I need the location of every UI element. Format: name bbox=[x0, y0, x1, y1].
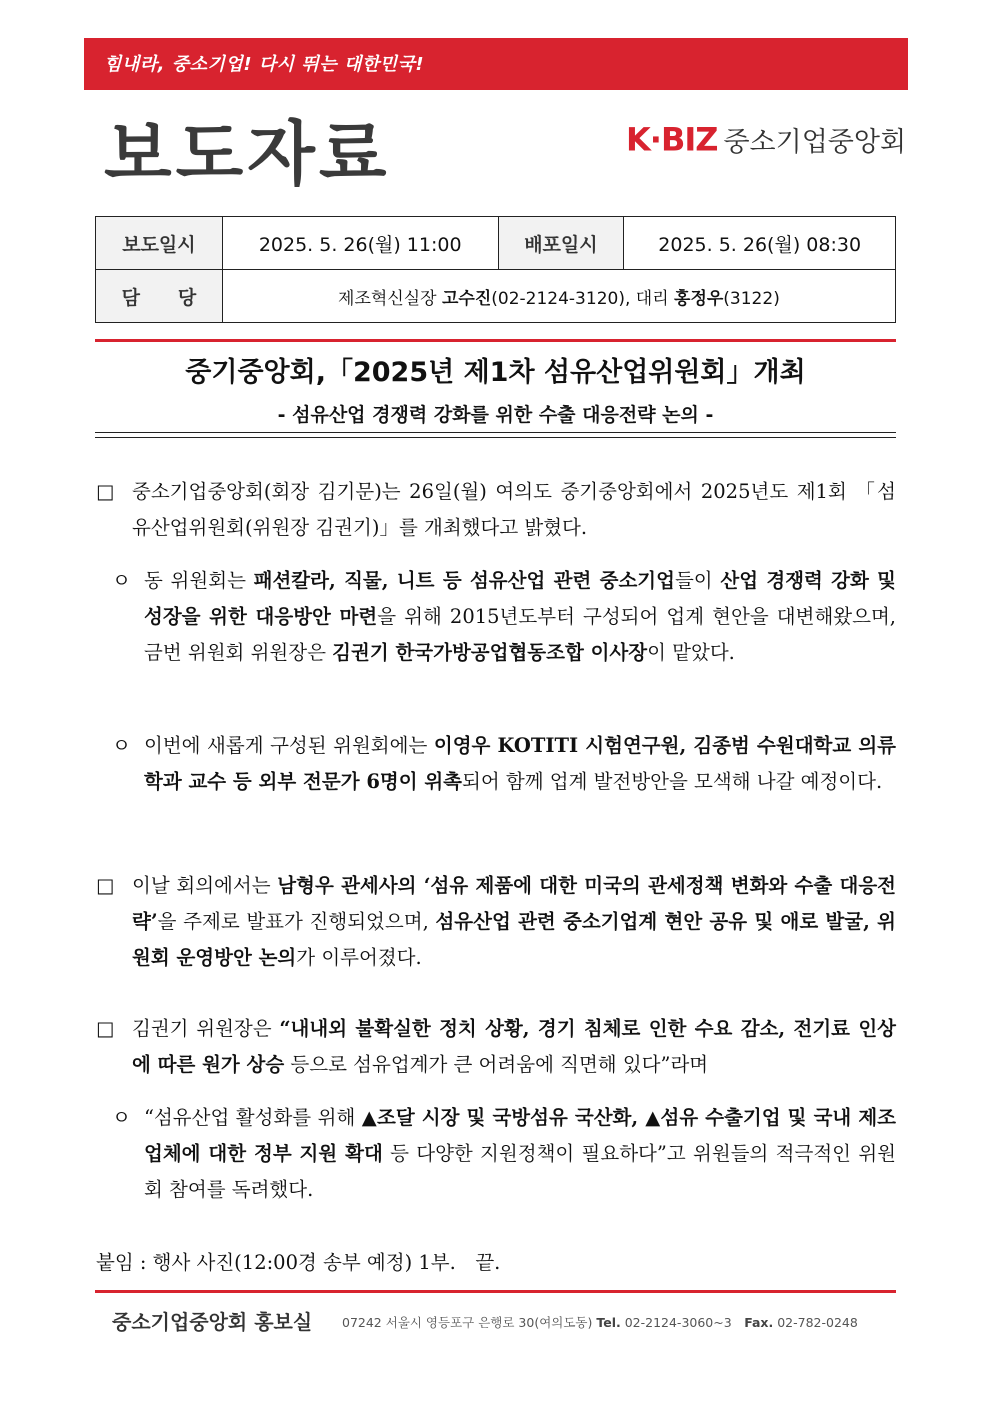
p3-text-c: 되어 함께 업계 발전방안을 모색해 나갈 예정이다. bbox=[462, 770, 883, 793]
distribution-time-value: 2025. 5. 26(월) 08:30 bbox=[624, 217, 896, 270]
p2-bold-f: 김권기 한국가방공업협동조합 이사장 bbox=[332, 641, 648, 664]
p2-text-e: 을 위해 2015년도부터 구성되어 업계 현안을 대변해왔으며, 금번 위원회 위원장은 bbox=[144, 605, 897, 664]
headline: 중기중앙회,「2025년 제1차 섬유산업위원회」개최 bbox=[185, 357, 806, 388]
kbiz-logo-mark: K·BIZ bbox=[626, 120, 718, 159]
square-bullet: □ bbox=[96, 1017, 115, 1040]
banner-slogan: 힘내라, 중소기업! 다시 뛰는 대한민국! bbox=[104, 54, 425, 75]
p5-text-a: 김권기 위원장은 bbox=[132, 1017, 280, 1040]
contact-value bbox=[222, 270, 895, 323]
p2-text-c: 들이 bbox=[674, 569, 721, 592]
paragraph-2 bbox=[112, 563, 896, 671]
footer-fax: 02-782-0248 bbox=[773, 1315, 858, 1330]
footer-rule bbox=[95, 1290, 896, 1293]
kbiz-logo bbox=[626, 120, 906, 160]
p4-bold-d: 섬유산업 관련 중소기업계 현안 공유 및 애로 발굴, 위원회 운영방안 논의 bbox=[132, 910, 896, 969]
p3-text-a: 이번에 새롭게 구성된 위원회에는 bbox=[144, 734, 434, 757]
attachment-note: 붙임 : 행사 사진(12:00경 송부 예정) 1부. 끝. bbox=[96, 1251, 501, 1274]
paragraph-1 bbox=[96, 474, 896, 546]
p2-bold-b: 패션칼라, 직물, 니트 등 섬유산업 관련 중소기업 bbox=[253, 569, 675, 592]
paragraph-1-text: 중소기업중앙회(회장 김기문)는 26일(월) 여의도 중기중앙회에서 2025년도 제1회 「섬유산업위원회(위원장 김권기)」를 개최했다고 밝혔다. bbox=[132, 480, 896, 539]
square-bullet: □ bbox=[96, 874, 115, 897]
p4-bold-b: 남형우 관세사의 ‘섬유 제품에 대한 미국의 관세정책 변화와 수출 대응전략’ bbox=[132, 874, 896, 933]
contact-dept: 제조혁신실장 bbox=[338, 288, 442, 309]
p2-text-a: 동 위원회는 bbox=[144, 569, 254, 592]
p5-text-c: 등으로 섬유업계가 큰 어려움에 직면해 있다”라며 bbox=[284, 1053, 709, 1076]
paragraph-6 bbox=[112, 1100, 896, 1208]
contact-phone-2: (3122) bbox=[723, 288, 780, 309]
circle-bullet: ㅇ bbox=[112, 1106, 131, 1129]
p5-bold-b: “내내외 불확실한 정치 상황, 경기 침체로 인한 수요 감소, 전기료 인상에 따른 원가 상승 bbox=[132, 1017, 896, 1076]
contact-phone-1: (02-2124-3120), 대리 bbox=[491, 288, 675, 309]
document-type-title: 보도자료 bbox=[104, 113, 391, 195]
circle-bullet: ㅇ bbox=[112, 569, 131, 592]
p2-text-g: 이 맡았다. bbox=[647, 641, 735, 664]
p6-text-c: 등 다양한 지원정책이 필요하다”고 위원들의 적극적인 위원회 참여를 독려했다. bbox=[144, 1142, 896, 1201]
headline-bottom-rule bbox=[95, 432, 896, 438]
circle-bullet: ㅇ bbox=[112, 734, 131, 757]
top-banner bbox=[84, 38, 908, 90]
p4-text-a: 이날 회의에서는 bbox=[132, 874, 278, 897]
paragraph-5 bbox=[96, 1011, 896, 1083]
footer-tel-label: Tel. bbox=[596, 1315, 621, 1330]
contact-name-1: 고수진 bbox=[441, 288, 492, 309]
p6-text-a: “섬유산업 활성화를 위해 bbox=[144, 1106, 362, 1129]
headline-top-rule bbox=[95, 339, 896, 342]
footer-dept-name: 중소기업중앙회 홍보실 bbox=[112, 1310, 313, 1334]
p3-bold-b: 이영우 KOTITI 시험연구원, 김종범 수원대학교 의류학과 교수 등 외부 전문가 6명이 위촉 bbox=[144, 734, 897, 793]
release-info-table bbox=[95, 216, 896, 323]
p4-text-c: 을 주제로 발표가 진행되었으며, bbox=[157, 910, 436, 933]
release-time-value: 2025. 5. 26(월) 11:00 bbox=[222, 217, 498, 270]
footer-tel: 02-2124-3060~3 bbox=[620, 1315, 745, 1330]
footer-fax-label: Fax. bbox=[744, 1315, 774, 1330]
contact-label: 담 당 bbox=[96, 270, 223, 323]
kbiz-org-name: 중소기업중앙회 bbox=[723, 127, 907, 158]
square-bullet: □ bbox=[96, 480, 115, 503]
distribution-time-label: 배포일시 bbox=[498, 217, 624, 270]
contact-name-2: 홍정우 bbox=[674, 288, 724, 309]
subheadline: - 섬유산업 경쟁력 강화를 위한 수출 대응전략 논의 - bbox=[277, 404, 714, 426]
release-time-label: 보도일시 bbox=[96, 217, 223, 270]
p6-bold-b: ▲조달 시장 및 국방섬유 국산화, ▲섬유 수출기업 및 국내 제조업체에 대한 정부 지원 확대 bbox=[144, 1106, 896, 1165]
footer-contact bbox=[342, 1313, 858, 1331]
p2-bold-d: 산업 경쟁력 강화 및 성장을 위한 대응방안 마련 bbox=[144, 569, 896, 628]
p4-text-e: 가 이루어졌다. bbox=[296, 946, 422, 969]
footer-address: 07242 서울시 영등포구 은행로 30(여의도동) bbox=[342, 1315, 597, 1330]
paragraph-3 bbox=[112, 728, 896, 800]
paragraph-4 bbox=[96, 868, 896, 976]
